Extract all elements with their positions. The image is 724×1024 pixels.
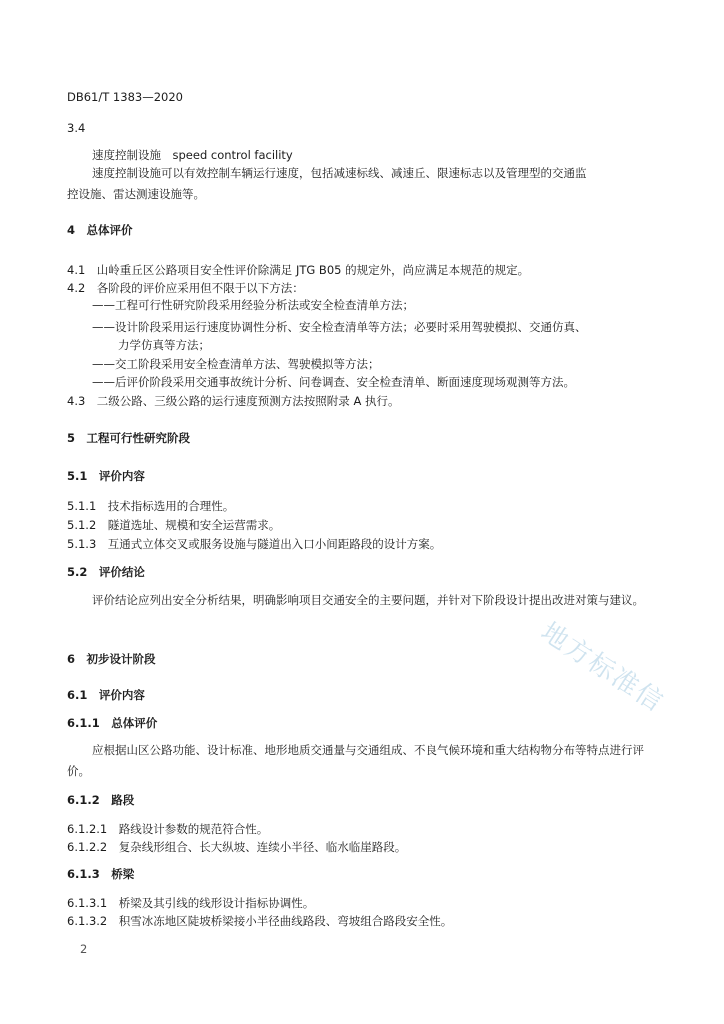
method-list-item: ——设计阶段采用运行速度协调性分析、安全检查清单等方法；必要时采用驾驶模拟、交通仿真、 [92, 320, 587, 334]
section-heading-6: 6 初步设计阶段 [67, 652, 156, 666]
watermark: 地方标准信 [535, 617, 670, 719]
subsection-heading-6-1: 6.1 评价内容 [67, 688, 145, 702]
subsection-heading-5-2: 5.2 评价结论 [67, 565, 145, 579]
page-number: 2 [80, 942, 88, 956]
term-definition-line-2: 控设施、雷达测速设施等。 [67, 187, 205, 201]
clause-6-1-3-2: 6.1.3.2 积雪冰冻地区陡坡桥梁接小半径曲线路段、弯坡组合路段安全性。 [67, 914, 453, 928]
section-heading-4: 4 总体评价 [67, 223, 133, 237]
section-heading-5: 5 工程可行性研究阶段 [67, 431, 191, 445]
subsection-heading-6-1-3: 6.1.3 桥梁 [67, 867, 135, 881]
subsection-heading-5-1: 5.1 评价内容 [67, 469, 145, 483]
method-list-item: ——工程可行性研究阶段采用经验分析法或安全检查清单方法； [92, 298, 414, 312]
paragraph-5-2: 评价结论应列出安全分析结果，明确影响项目交通安全的主要问题，并针对下阶段设计提出改进对策与建议。 [92, 593, 644, 607]
method-list-item: ——后评价阶段采用交通事故统计分析、问卷调查、安全检查清单、断面速度现场观测等方法。 [92, 375, 575, 389]
clause-6-1-3-1: 6.1.3.1 桥梁及其引线的线形设计指标协调性。 [67, 896, 315, 910]
paragraph-6-1-1: 应根据山区公路功能、设计标准、地形地质交通量与交通组成、不良气候环境和重大结构物分布等特点进行评价。 [67, 743, 644, 778]
doc-number-header: DB61/T 1383—2020 [67, 90, 183, 104]
subsection-heading-6-1-1: 6.1.1 总体评价 [67, 716, 158, 730]
term-title: 速度控制设施 speed control facility [92, 148, 293, 162]
subsection-heading-6-1-2: 6.1.2 路段 [67, 793, 135, 807]
clause-6-1-2-2: 6.1.2.2 复杂线形组合、长大纵坡、连续小半径、临水临崖路段。 [67, 840, 407, 854]
clause-5-1-2: 5.1.2 隧道选址、规模和安全运营需求。 [67, 518, 281, 532]
clause-5-1-1: 5.1.1 技术指标选用的合理性。 [67, 499, 235, 513]
clause-number-3-4: 3.4 [67, 121, 86, 135]
method-list-item-continued: 力学仿真等方法； [118, 338, 210, 352]
clause-4-2: 4.2 各阶段的评价应采用但不限于以下方法： [67, 281, 304, 295]
method-list-item: ——交工阶段采用安全检查清单方法、驾驶模拟等方法； [92, 357, 380, 371]
clause-4-3: 4.3 二级公路、三级公路的运行速度预测方法按照附录 A 执行。 [67, 394, 400, 408]
clause-4-1: 4.1 山岭重丘区公路项目安全性评价除满足 JTG B05 的规定外，尚应满足本规范的规定。 [67, 263, 530, 277]
clause-6-1-2-1: 6.1.2.1 路线设计参数的规范符合性。 [67, 822, 269, 836]
clause-5-1-3: 5.1.3 互通式立体交叉或服务设施与隧道出入口小间距路段的设计方案。 [67, 537, 442, 551]
term-definition-line-1: 速度控制设施可以有效控制车辆运行速度，包括减速标线、减速丘、限速标志以及管理型的交通监 [92, 166, 587, 180]
